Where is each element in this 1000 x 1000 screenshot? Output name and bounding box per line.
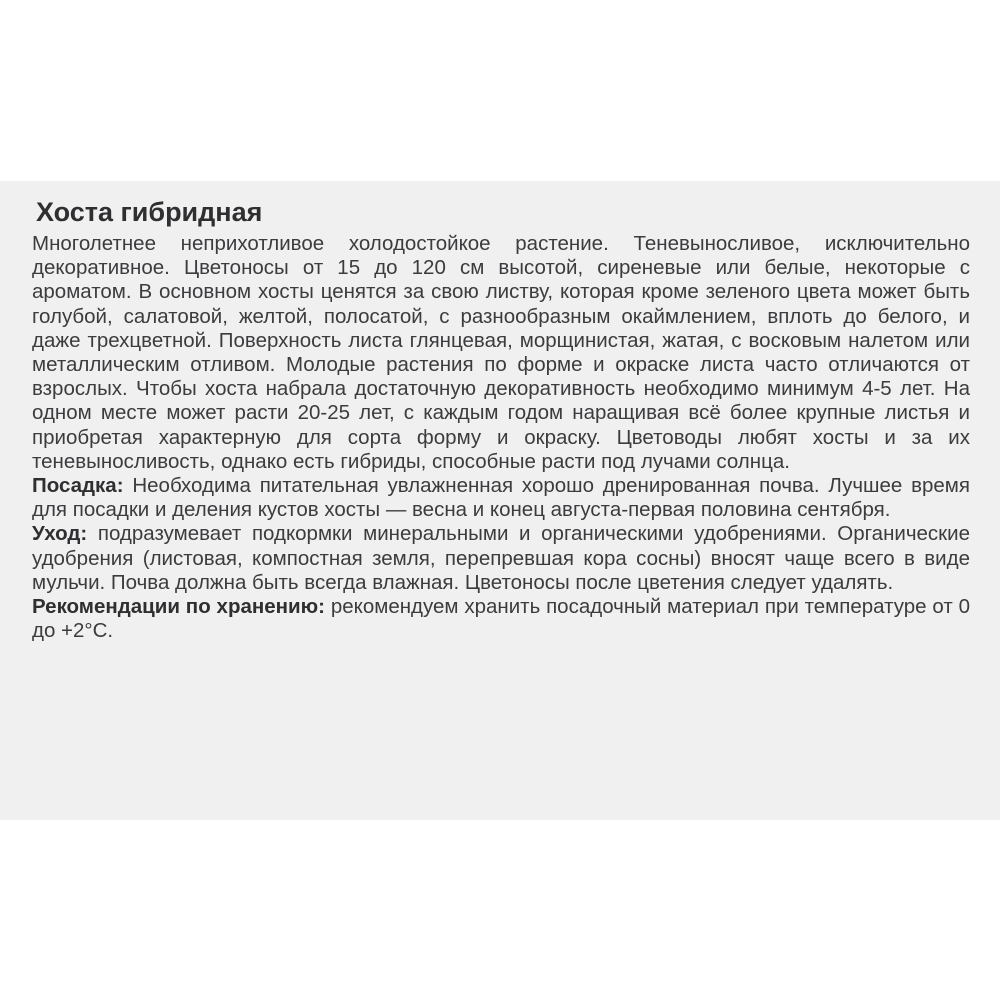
storage-text: рекомендуем хранить посадочный материал при температуре от 0 до +2°С. [32,595,970,643]
planting-text: Необходима питательная увлажненная хорошо дренированная почва. Лучшее время для посадки и деления кустов хосты — весна и конец августа-первая половина сентября. [32,474,970,522]
plant-title: Хоста гибридная [36,197,263,227]
plant-label-card [0,181,1000,820]
planting-paragraph [32,474,970,522]
storage-paragraph [32,595,970,643]
care-text: подразумевает подкормки минеральными и органическими удобрениями. Органические удобрения (листовая, компостная земля, перепревшая кора сосны) вносят чаще всего в виде мульчи. Почва должна быть всегда влажная. Цветоносы после цветения следует удалять. [32,522,970,594]
storage-heading: Рекомендации по хранению: [32,595,325,619]
description-paragraph: Многолетнее неприхотливое холодостойкое растение. Теневыносливое, исключительно декоративное. Цветоносы от 15 до 120 см высотой, сиреневые или белые, некоторые с ароматом. В основном хосты ценятся за свою листву, которая кроме зеленого цвета может быть голубой, салатовой, желтой, полосатой, с разнообразным окаймлением, вплоть до белого, и даже трехцветной. Поверхность листа глянцевая, морщинистая, жатая, с восковым налетом или металлическим отливом. Молодые растения по форме и окраске листа часто отличаются от взрослых. Чтобы хоста набрала достаточную декоративность необходимо минимум 4-5 лет. На одном месте может расти 20-25 лет, с каждым годом наращивая всё более крупные листья и приобретая характерную для сорта форму и окраску. Цветоводы любят хосты и за их теневыносливость, однако есть гибриды, способные расти под лучами солнца. [32,232,970,473]
care-heading: Уход: [32,522,88,546]
planting-heading: Посадка: [32,474,124,498]
care-paragraph [32,522,970,595]
